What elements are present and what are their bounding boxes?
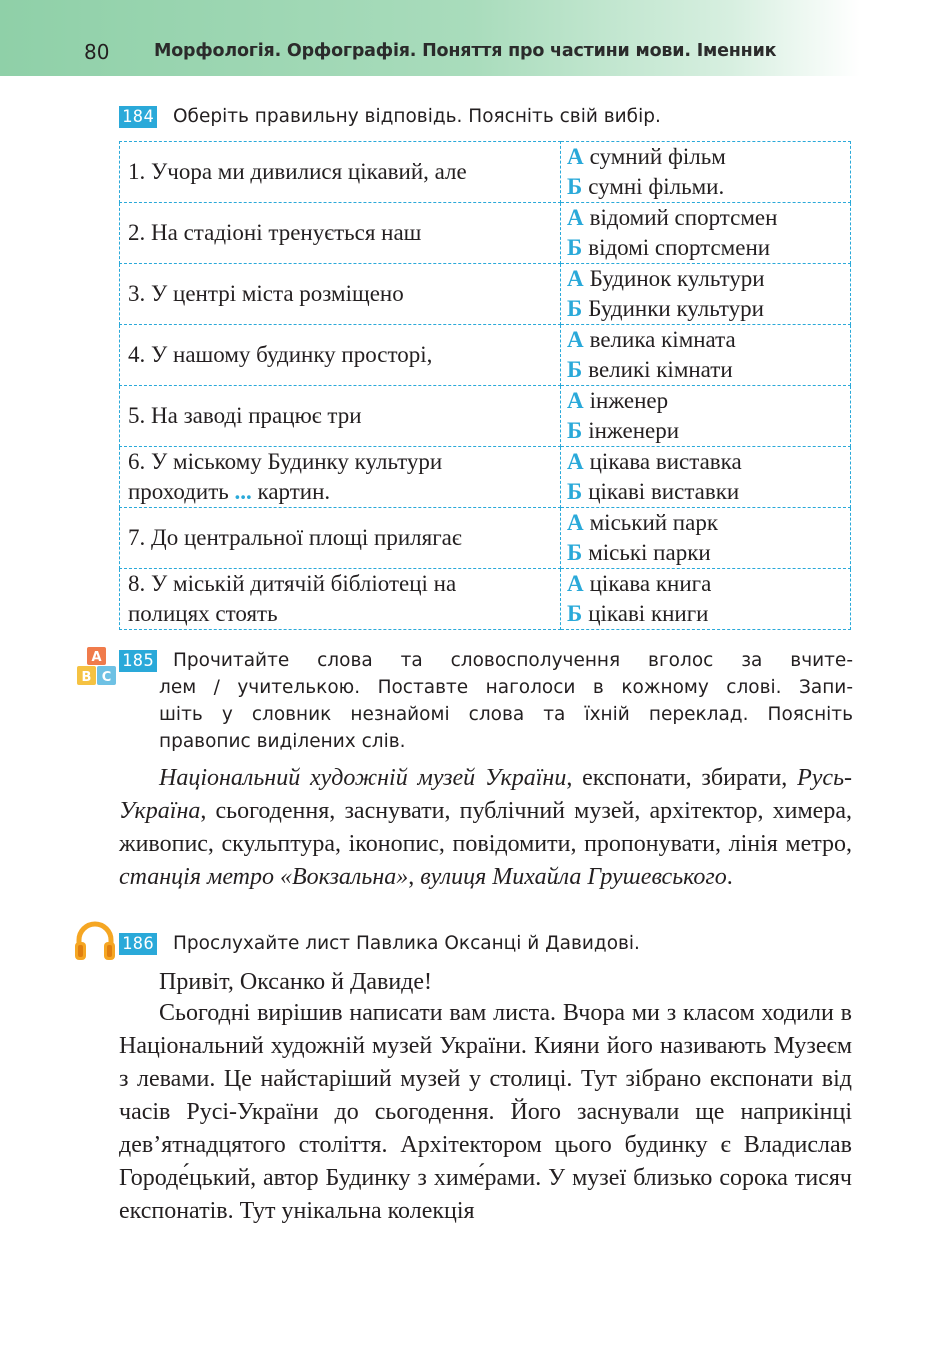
option-letter: Б [567,479,583,504]
question-line-1: 8. У міській дитячій бібліотеці на [128,571,457,596]
question-line-1: 3. У центрі міста розміщено [128,281,404,306]
option-letter: А [567,510,584,535]
running-head: Морфологія. Орфографія. Поняття про частини мови. Іменник [154,41,777,61]
option-text: міські парки [588,540,711,565]
exercise-185-task-line-3: шіть у словник незнайомі слова та їхній переклад. Поясніть [159,704,853,725]
table-row [120,203,851,264]
table-row [120,386,851,447]
question-text: картин. [257,479,331,504]
table-row [120,508,851,569]
options-cell [561,203,851,264]
option-a[interactable] [567,508,844,538]
svg-text:B: B [81,670,92,685]
option-letter: Б [567,540,583,565]
option-letter: Б [567,235,583,260]
options-cell [561,142,851,203]
options-cell [561,508,851,569]
question-cell [120,325,561,386]
question-line-1: 7. До центральної площі прилягає [128,525,462,550]
option-b[interactable] [567,416,844,446]
headphones-icon [72,918,118,964]
question-cell [120,203,561,264]
exercise-184-table [119,141,851,630]
svg-text:A: A [91,650,102,665]
question-cell [120,508,561,569]
options-cell [561,569,851,630]
option-text: відомі спортсмени [588,235,771,260]
question-line-1: 6. У міському Будинку культури [128,449,443,474]
option-letter: А [567,571,584,596]
option-b[interactable] [567,294,844,324]
question-line-2 [128,477,554,507]
options-cell [561,325,851,386]
option-letter: А [567,205,584,230]
option-b[interactable] [567,172,844,202]
question-line-1: 5. На заводі працює три [128,403,362,428]
exercise-185-task-line-1: Прочитайте слова та словосполучення вголос за вчите- [173,650,853,671]
letter-greeting: Привіт, Оксанко й Давиде! [159,969,433,995]
italic-term: Національний художній музей України [159,765,567,791]
option-a[interactable] [567,203,844,233]
option-letter: А [567,266,584,291]
option-a[interactable] [567,264,844,294]
question-cell [120,264,561,325]
option-text: Будинки культури [588,296,764,321]
option-text: цікаві книги [588,601,709,626]
option-letter: Б [567,174,583,199]
letter-body: Сьогодні вирішив написати вам листа. Вчора ми з класом ходили в Національний художній музей України. Кияни його називають Музеєм з левами. Це найстаріший музей у столиці. Тут зібрано експонати від часів Русі-України до сьогодення. Його заснували ще наприкінці дев’ятнадцятого століття. Архітектором цього будинку є Владислав Городе́цький, автор Будинку з химе́рами. У музеї близько сорока тисяч експонатів. Тут унікальна колекція [119,1000,852,1224]
exercise-185-task-line-4: правопис виділених слів. [159,731,406,752]
abc-blocks-icon [76,646,118,688]
question-line-1: 1. Учора ми дивилися цікавий, але [128,159,467,184]
option-text: сумний фільм [589,144,726,169]
option-letter: Б [567,418,583,443]
options-cell [561,264,851,325]
option-text: цікаві виставки [588,479,740,504]
option-a[interactable] [567,142,844,172]
table-row [120,142,851,203]
exercise-number-184: 184 [119,106,157,128]
blank-dots: ... [234,479,252,504]
option-b[interactable] [567,355,844,385]
option-a[interactable] [567,569,844,599]
option-letter: А [567,388,584,413]
exercise-number-186: 186 [119,933,157,955]
exercise-185-task-line-2: лем / учителькою. Поставте наголоси в кожному слові. Запи- [159,677,853,698]
option-text: відомий спортсмен [589,205,778,230]
table-row [120,447,851,508]
option-a[interactable] [567,325,844,355]
question-cell [120,142,561,203]
exercise-184-task: Оберіть правильну відповідь. Поясніть свій вибір. [173,106,661,127]
option-text: цікава виставка [589,449,742,474]
option-letter: Б [567,601,583,626]
option-letter: А [567,144,584,169]
table-row [120,325,851,386]
option-a[interactable] [567,386,844,416]
option-letter: А [567,327,584,352]
option-text: цікава книга [589,571,712,596]
option-b[interactable] [567,599,844,629]
option-text: Будинок культури [589,266,765,291]
question-cell [120,386,561,447]
exercise-186-task: Прослухайте лист Павлика Оксанці й Давидові. [173,933,640,954]
table-row [120,569,851,630]
question-cell [120,447,561,508]
question-line-1: 2. На стадіоні тренується наш [128,220,422,245]
option-letter: Б [567,296,583,321]
page-number: 80 [84,40,110,64]
exercise-185-word-list [119,762,852,894]
options-cell [561,447,851,508]
svg-text:C: C [101,670,112,685]
table-row [120,264,851,325]
option-b[interactable] [567,233,844,263]
question-cell [120,569,561,630]
option-letter: А [567,449,584,474]
word-list-text: , експонати, збирати, [566,765,798,791]
option-text: міський парк [589,510,719,535]
question-text: проходить [128,479,229,504]
italic-term: станція метро «Вокзальна» [119,864,409,890]
option-text: інженер [589,388,669,413]
option-text: сумні фільми. [588,174,725,199]
header-band [0,0,860,76]
option-text: інженери [588,418,680,443]
question-line-2: полицях стоять [128,601,278,626]
option-text: великі кімнати [588,357,733,382]
exercise-number-185: 185 [119,650,157,672]
option-b[interactable] [567,538,844,568]
options-cell [561,386,851,447]
word-list-text: , сьогодення, заснувати, публічний музей, архітектор, химера, живопис, скульптура, іконопис, повідомити, пропонувати, лінія метро, [119,798,852,857]
word-list-text: , [408,864,421,890]
option-text: велика кімната [589,327,736,352]
italic-term: вулиця Михайла Грушевського [420,864,727,890]
option-a[interactable] [567,447,844,477]
option-letter: Б [567,357,583,382]
option-b[interactable] [567,477,844,507]
word-list-text: . [726,864,733,890]
italic-term: Русь-Україна [119,765,852,824]
question-line-1: 4. У нашому будинку просторі, [128,342,433,367]
